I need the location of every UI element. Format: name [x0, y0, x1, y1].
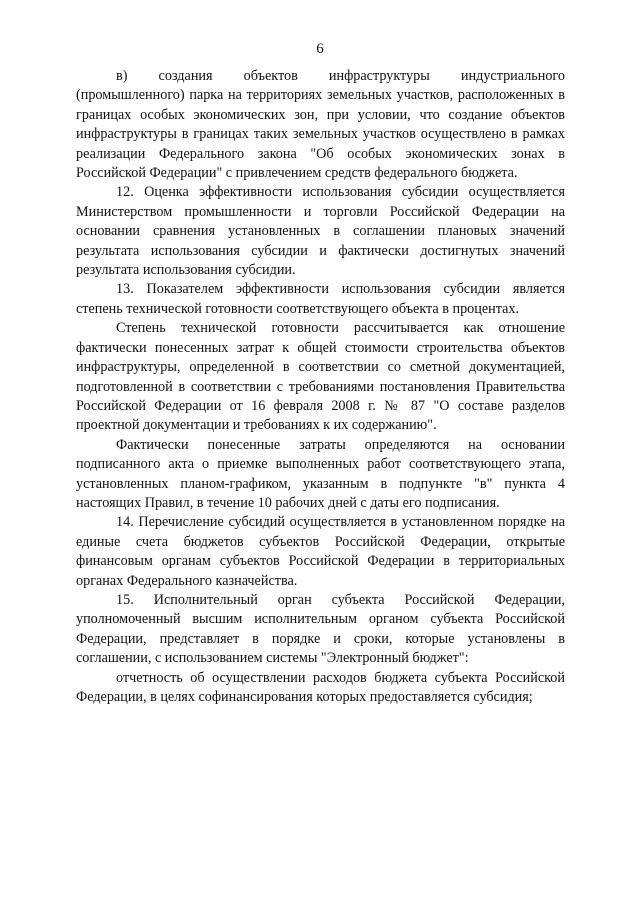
paragraph-readiness-calculation: Степень технической готовности рассчитывается как отношение фактически понесенных затрат к общей стоимости строительства объектов инфраструктуры, определенной в соответствии со сметной документацией, подготовленной в соответствии с требованиями постановления Правительства Российской Федерации от 16 февраля 2008 г. № 87 "О составе разделов проектной документации и требованиях к их содержанию".	[76, 320, 565, 434]
paragraph-14-transfer: 14. Перечисление субсидий осуществляется в установленном порядке на единые счета бюджетов субъектов Российской Федерации, открытые финансовым органам субъектов Российской Федерации в территориальных органах Федерального казначейства.	[76, 514, 565, 589]
paragraph-15-executive-body: 15. Исполнительный орган субъекта Российской Федерации, уполномоченный высшим исполнительным органом субъекта Российской Федерации, представляет в порядке и сроки, которые установлены в соглашении, с использованием системы "Электронный бюджет":	[76, 591, 565, 667]
paragraph-reporting: отчетность об осуществлении расходов бюджета субъекта Российской Федерации, в целях софинансирования которых предоставляется субсидия;	[76, 669, 565, 705]
document-body	[76, 67, 565, 707]
paragraph-12-efficiency-evaluation: 12. Оценка эффективности использования субсидии осуществляется Министерством промышленности и торговли Российской Федерации на основании сравнения установленных в соглашении плановых значений результата использования субсидии и фактически достигнутых значений результата использования субсидии.	[76, 184, 565, 279]
paragraph-actual-costs: Фактически понесенные затраты определяются на основании подписанного акта о приемке выполненных работ соответствующего этапа, установленных планом-графиком, указанным в подпункте "в" пункта 4 настоящих Правил, в течение 10 рабочих дней с даты его подписания.	[76, 436, 565, 511]
page-number: 6	[316, 41, 324, 57]
paragraph-13-efficiency-indicator: 13. Показателем эффективности использования субсидии является степень технической готовности соответствующего объекта в процентах.	[76, 281, 565, 317]
paragraph-clause-v: в) создания объектов инфраструктуры индустриального (промышленного) парка на территориях земельных участков, расположенных в границах особых экономических зон, при условии, что создание объектов инфраструктуры в границах таких земельных участков осуществлено в рамках реализации Федерального закона "Об особых экономических зонах в Российской Федерации" с привлечением средств федерального бюджета.	[76, 68, 565, 182]
